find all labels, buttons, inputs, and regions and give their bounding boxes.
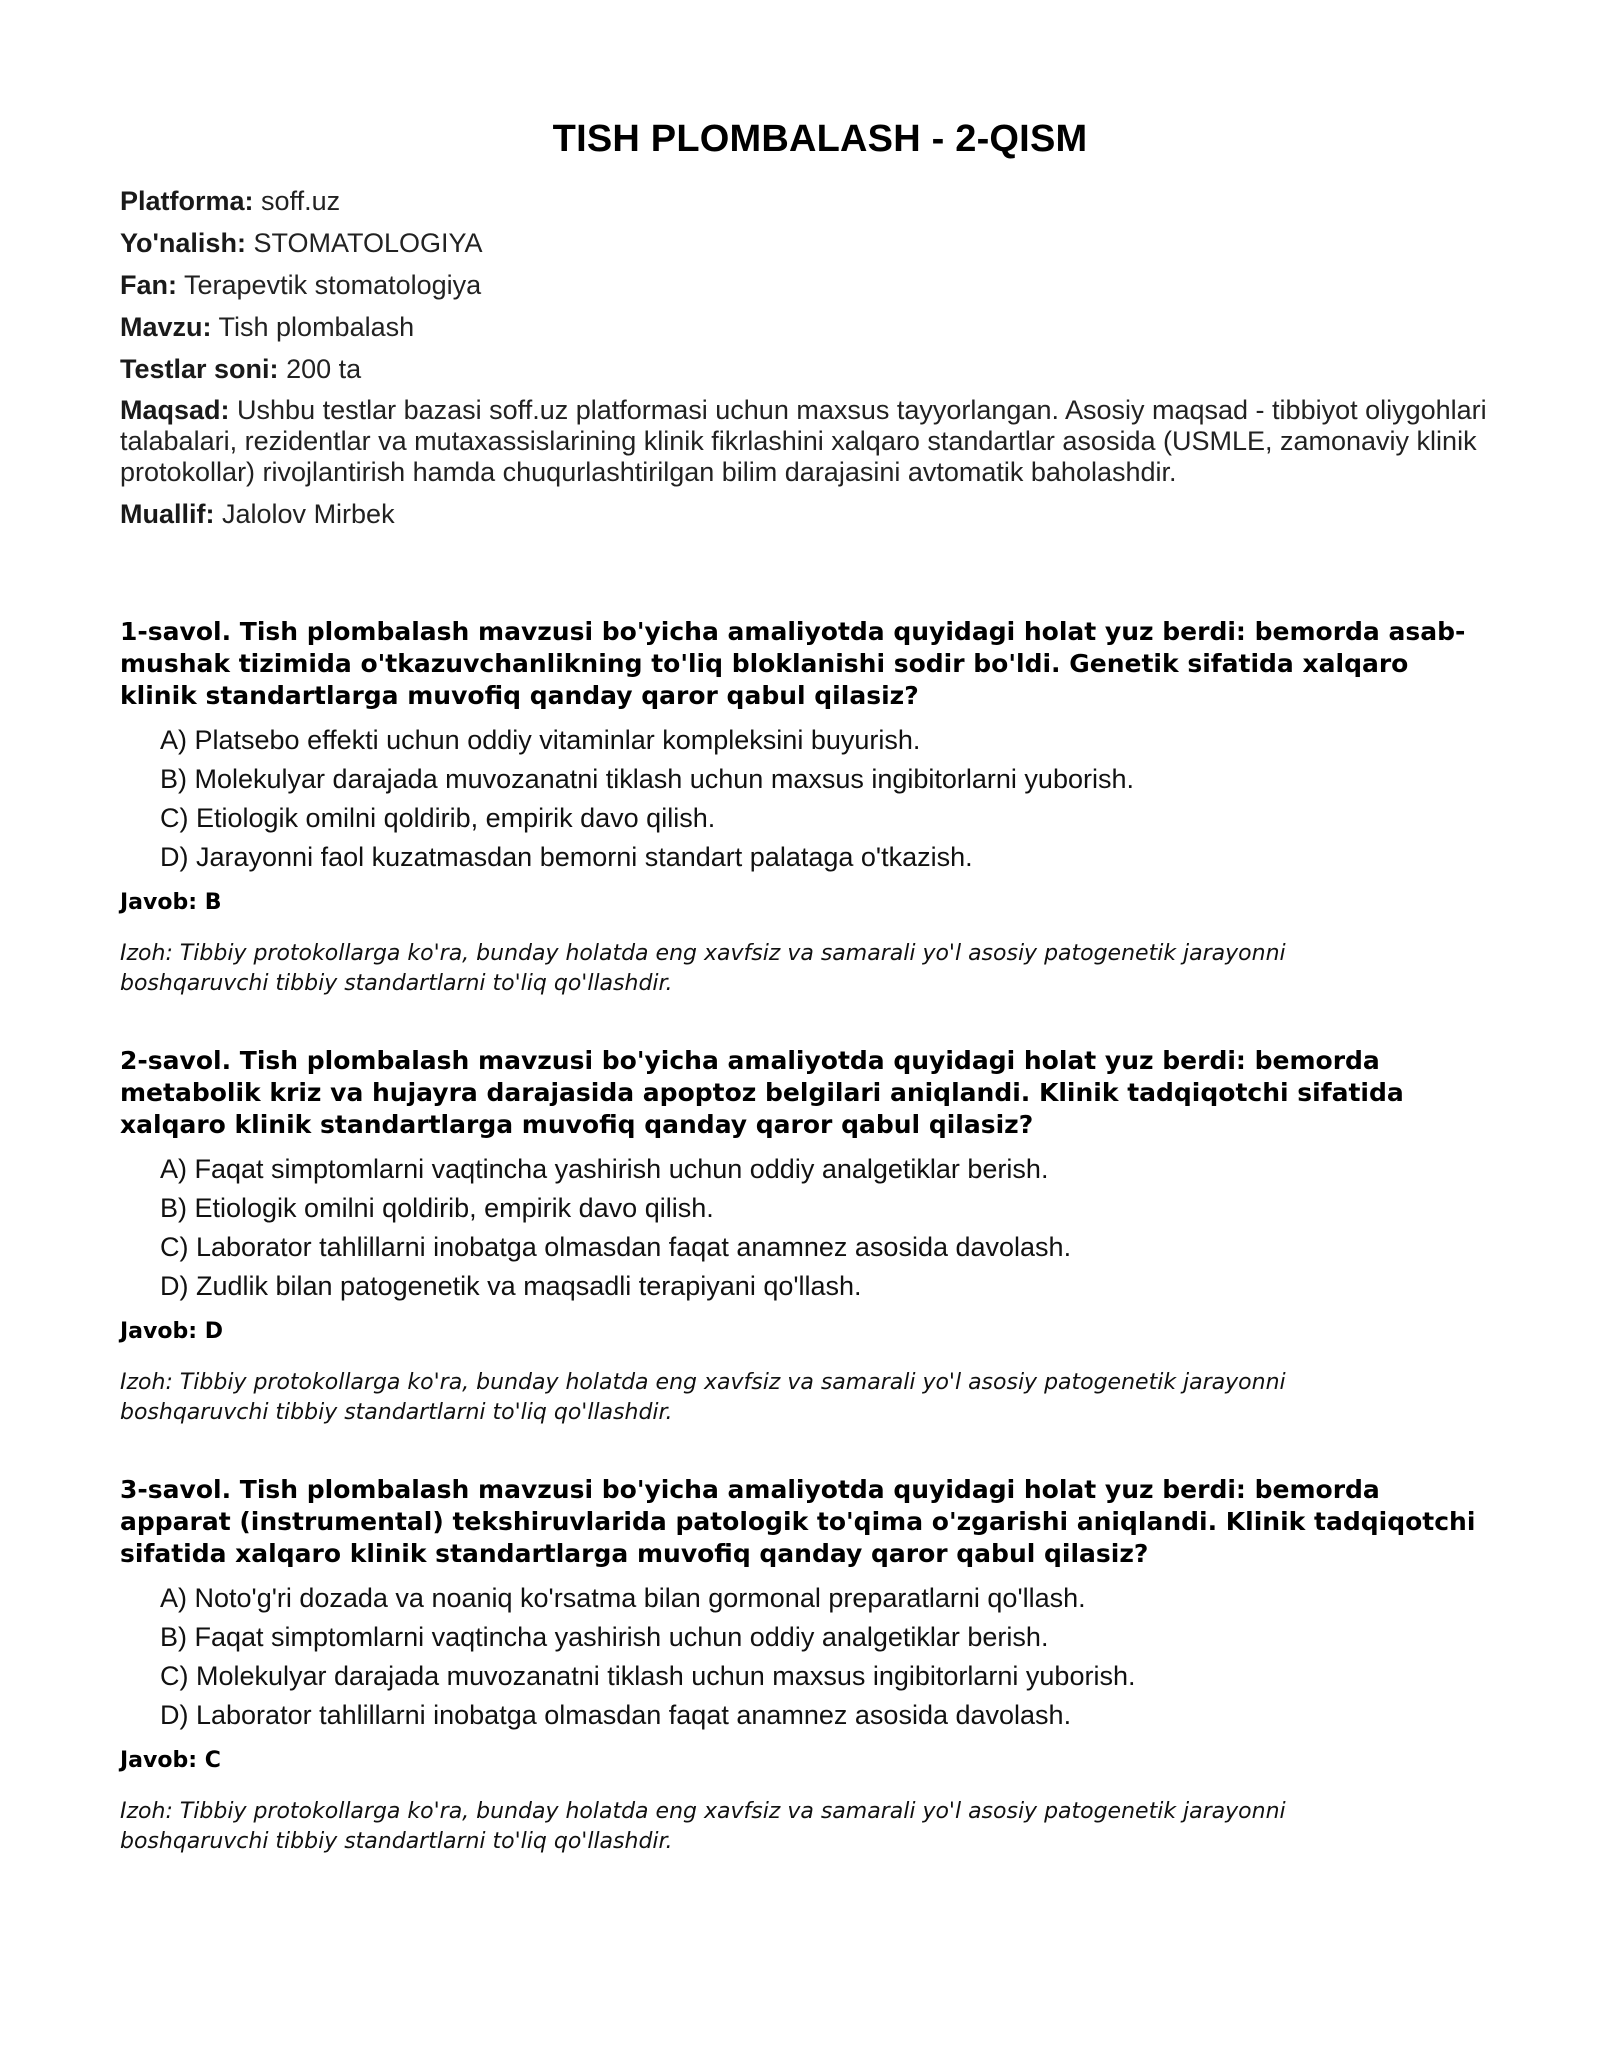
explanation-note: Izoh: Tibbiy protokollarga ko'ra, bunday holatda eng xavfsiz va samarali yo'l asosiy patogenetik jarayonni boshqaruvchi tibbiy standartlarni to'liq qo'llashdir. [120,1370,1286,1425]
option-c: C) Molekulyar darajada muvozanatni tiklash uchun maxsus ingibitorlarni yuborish. [160,1661,1136,1691]
question-text: 1-savol. Tish plombalash mavzusi bo'yicha amaliyotda quyidagi holat yuz berdi: bemorda asab-mushak tizimida o'tkazuvchanlikning to'liq bloklanishi sodir bo'ldi. Genetik sifatida xalqaro klinik standartlarga muvofiq qanday qaror qabul qilasiz? [120,617,1466,710]
option-a: A) Faqat simptomlarni vaqtincha yashirish uchun oddiy analgetiklar berish. [160,1154,1049,1184]
option-d: D) Zudlik bilan patogenetik va maqsadli terapiyani qo'llash. [160,1271,862,1301]
meta-value: Tish plombalash [218,312,415,342]
meta-key: Yo'nalish: [120,228,246,258]
meta-value: soff.uz [261,186,341,216]
meta-subject [120,269,1490,301]
option-d: D) Jarayonni faol kuzatmasdan bemorni standart palataga o'tkazish. [160,842,973,872]
question-item [120,1474,1490,1857]
meta-value: Jalolov Mirbek [222,499,395,529]
option-b: B) Molekulyar darajada muvozanatni tiklash uchun maxsus ingibitorlarni yuborish. [160,764,1134,794]
document-page [120,118,1490,1903]
meta-key: Testlar soni: [120,354,279,384]
meta-key: Platforma: [120,186,254,216]
meta-value: Terapevtik stomatologiya [184,270,482,300]
meta-value: 200 ta [286,354,362,384]
meta-test-count [120,353,1490,385]
option-d: D) Laborator tahlillarni inobatga olmasdan faqat anamnez asosida davolash. [160,1700,1072,1730]
meta-key: Maqsad: [120,395,230,425]
meta-topic [120,311,1490,343]
option-b: B) Etiologik omilni qoldirib, empirik davo qilish. [160,1193,714,1223]
option-c: C) Laborator tahlillarni inobatga olmasdan faqat anamnez asosida davolash. [160,1232,1072,1262]
option-c: C) Etiologik omilni qoldirib, empirik davo qilish. [160,803,716,833]
document-title: TISH PLOMBALASH - 2-QISM [552,118,1088,160]
meta-key: Muallif: [120,499,215,529]
meta-value: STOMATOLOGIYA [253,228,483,258]
question-text: 2-savol. Tish plombalash mavzusi bo'yicha amaliyotda quyidagi holat yuz berdi: bemorda metabolik kriz va hujayra darajasida apoptoz belgilari aniqlandi. Klinik tadqiqotchi sifatida xalqaro klinik standartlarga muvofiq qanday qaror qabul qilasiz? [120,1046,1404,1139]
answer-label: Javob: D [120,1319,223,1344]
meta-goal [120,395,1490,488]
meta-direction [120,227,1490,259]
questions-list [120,616,1490,1857]
question-item [120,1045,1490,1428]
option-a: A) Noto'g'ri dozada va noaniq ko'rsatma bilan gormonal preparatlarni qo'llash. [160,1583,1086,1613]
metadata-block [120,185,1490,530]
option-a: A) Platsebo effekti uchun oddiy vitaminlar kompleksini buyurish. [160,725,921,755]
answer-label: Javob: C [120,1748,221,1773]
meta-key: Fan: [120,270,177,300]
question-item [120,616,1490,999]
explanation-note: Izoh: Tibbiy protokollarga ko'ra, bunday holatda eng xavfsiz va samarali yo'l asosiy patogenetik jarayonni boshqaruvchi tibbiy standartlarni to'liq qo'llashdir. [120,1799,1286,1854]
explanation-note: Izoh: Tibbiy protokollarga ko'ra, bunday holatda eng xavfsiz va samarali yo'l asosiy patogenetik jarayonni boshqaruvchi tibbiy standartlarni to'liq qo'llashdir. [120,941,1286,996]
meta-key: Mavzu: [120,312,212,342]
meta-platform [120,185,1490,217]
meta-author [120,498,1490,530]
meta-value: Ushbu testlar bazasi soff.uz platformasi uchun maxsus tayyorlangan. Asosiy maqsad - tibbiyot oliygohlari talabalari, rezidentlar va mutaxassislarining klinik fikrlashini xalqaro standartlar asosida (USMLE, zamonaviy klinik protokollar) rivojlantirish hamda chuqurlashtirilgan bilim darajasini avtomatik baholashdir. [120,395,1487,487]
question-text: 3-savol. Tish plombalash mavzusi bo'yicha amaliyotda quyidagi holat yuz berdi: bemorda apparat (instrumental) tekshiruvlarida patologik to'qima o'zgarishi aniqlandi. Klinik tadqiqotchi sifatida xalqaro klinik standartlarga muvofiq qanday qaror qabul qilasiz? [120,1475,1476,1568]
answer-label: Javob: B [120,890,222,915]
option-b: B) Faqat simptomlarni vaqtincha yashirish uchun oddiy analgetiklar berish. [160,1622,1049,1652]
